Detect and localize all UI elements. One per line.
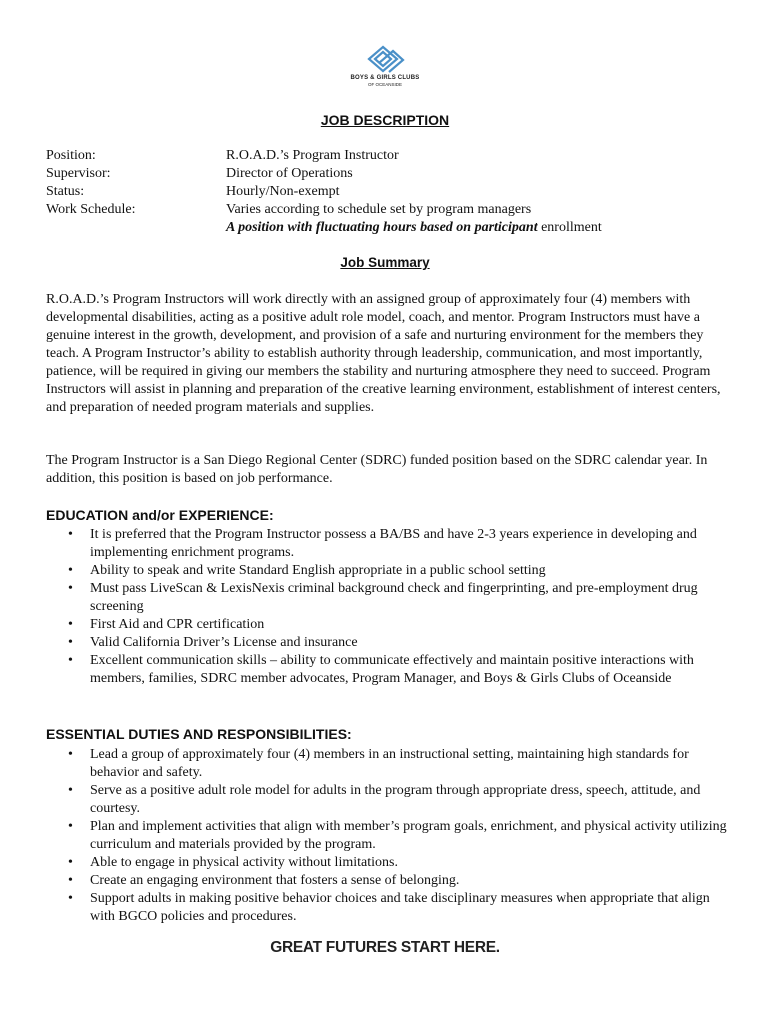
- summary-paragraph: R.O.A.D.’s Program Instructors will work directly with an assigned group of approximately four (4) members with developmental disabilities, acting as a positive adult role model, coach, and mentor. Program Instructors must have a genuine interest in the growth, development, and provision of a safe and nurturing environment for the members they teach. A Program Instructor’s ability to establish authority through leadership, communication, and most importantly, patience, will be required in giving our members the stability and nurturing atmosphere they need to succeed. Program Instructors will assist in planning and preparation of the creative learning environment, establishment of interest centers, and preparation of needed program materials and supplies.: [46, 292, 721, 415]
- field-label: Position:: [46, 148, 96, 163]
- clubs-logo-icon: [363, 44, 407, 74]
- list-item: [46, 616, 736, 634]
- list-item-text: Support adults in making positive behavior choices and take disciplinary measures when appropriate that align with BGCO policies and procedures.: [90, 891, 710, 924]
- field-supervisor: [46, 165, 531, 183]
- bullet-icon: •: [68, 783, 73, 798]
- list-item-text: Ability to speak and write Standard English appropriate in a public school setting: [90, 563, 546, 578]
- summary-paragraph: The Program Instructor is a San Diego Regional Center (SDRC) funded position based on the SDRC calendar year. In addition, this position is based on job performance.: [46, 453, 708, 486]
- bullet-icon: •: [68, 617, 73, 632]
- field-status: [46, 183, 531, 201]
- schedule-note-rest: enrollment: [537, 220, 602, 235]
- field-value: R.O.A.D.’s Program Instructor: [226, 148, 399, 163]
- list-item-text: Able to engage in physical activity without limitations.: [90, 855, 398, 870]
- field-value: Director of Operations: [226, 166, 353, 181]
- document-title: JOB DESCRIPTION: [320, 112, 450, 128]
- logo-name: BOYS & GIRLS CLUBS: [350, 75, 420, 81]
- field-position: [46, 147, 531, 165]
- list-item: [46, 746, 736, 782]
- bullet-icon: •: [68, 635, 73, 650]
- footer-tagline: GREAT FUTURES START HERE.: [270, 939, 500, 956]
- list-item: [46, 652, 736, 688]
- field-work-schedule: [46, 201, 531, 219]
- field-label: Work Schedule:: [46, 202, 136, 217]
- education-list: [46, 526, 736, 688]
- schedule-note-emphasis: A position with fluctuating hours based on participant: [226, 220, 538, 235]
- schedule-note: [226, 219, 602, 237]
- organization-logo: [335, 44, 435, 94]
- logo-subtitle: OF OCEANSIDE: [367, 82, 402, 87]
- job-summary-heading: Job Summary: [340, 255, 430, 270]
- list-item: [46, 818, 736, 854]
- list-item: [46, 890, 736, 926]
- list-item-text: First Aid and CPR certification: [90, 617, 265, 632]
- bullet-icon: •: [68, 653, 73, 668]
- list-item: [46, 526, 736, 562]
- bullet-icon: •: [68, 581, 73, 596]
- bullet-icon: •: [68, 563, 73, 578]
- list-item: [46, 872, 736, 890]
- field-value: Hourly/Non-exempt: [226, 184, 340, 199]
- list-item-text: Must pass LiveScan & LexisNexis criminal background check and fingerprinting, and pre-employment drug screening: [90, 581, 698, 614]
- bullet-icon: •: [68, 855, 73, 870]
- list-item-text: Excellent communication skills – ability to communicate effectively and maintain positive interactions with members, families, SDRC member advocates, Program Manager, and Boys & Girls Clubs of Oceanside: [90, 653, 694, 686]
- list-item-text: Valid California Driver’s License and insurance: [90, 635, 358, 650]
- education-heading: EDUCATION and/or EXPERIENCE:: [46, 507, 274, 523]
- field-label: Supervisor:: [46, 166, 111, 181]
- bullet-icon: •: [68, 891, 73, 906]
- job-fields: [46, 147, 531, 219]
- list-item-text: Create an engaging environment that fosters a sense of belonging.: [90, 873, 460, 888]
- list-item-text: Lead a group of approximately four (4) members in an instructional setting, maintaining high standards for behavior and safety.: [90, 747, 689, 780]
- duties-list: [46, 746, 736, 926]
- bullet-icon: •: [68, 819, 73, 834]
- list-item: [46, 580, 736, 616]
- bullet-icon: •: [68, 527, 73, 542]
- list-item: [46, 854, 736, 872]
- list-item-text: Serve as a positive adult role model for adults in the program through appropriate dress, speech, attitude, and courtesy.: [90, 783, 701, 816]
- list-item-text: Plan and implement activities that align with member’s program goals, enrichment, and physical activity utilizing curriculum and materials provided by the program.: [90, 819, 727, 852]
- list-item: [46, 782, 736, 818]
- duties-heading: ESSENTIAL DUTIES AND RESPONSIBILITIES:: [46, 726, 352, 742]
- list-item: [46, 634, 736, 652]
- list-item: [46, 562, 736, 580]
- bullet-icon: •: [68, 873, 73, 888]
- bullet-icon: •: [68, 747, 73, 762]
- field-label: Status:: [46, 184, 85, 199]
- list-item-text: It is preferred that the Program Instructor possess a BA/BS and have 2-3 years experience in developing and implementing enrichment programs.: [90, 527, 697, 560]
- field-value: Varies according to schedule set by program managers: [226, 202, 532, 217]
